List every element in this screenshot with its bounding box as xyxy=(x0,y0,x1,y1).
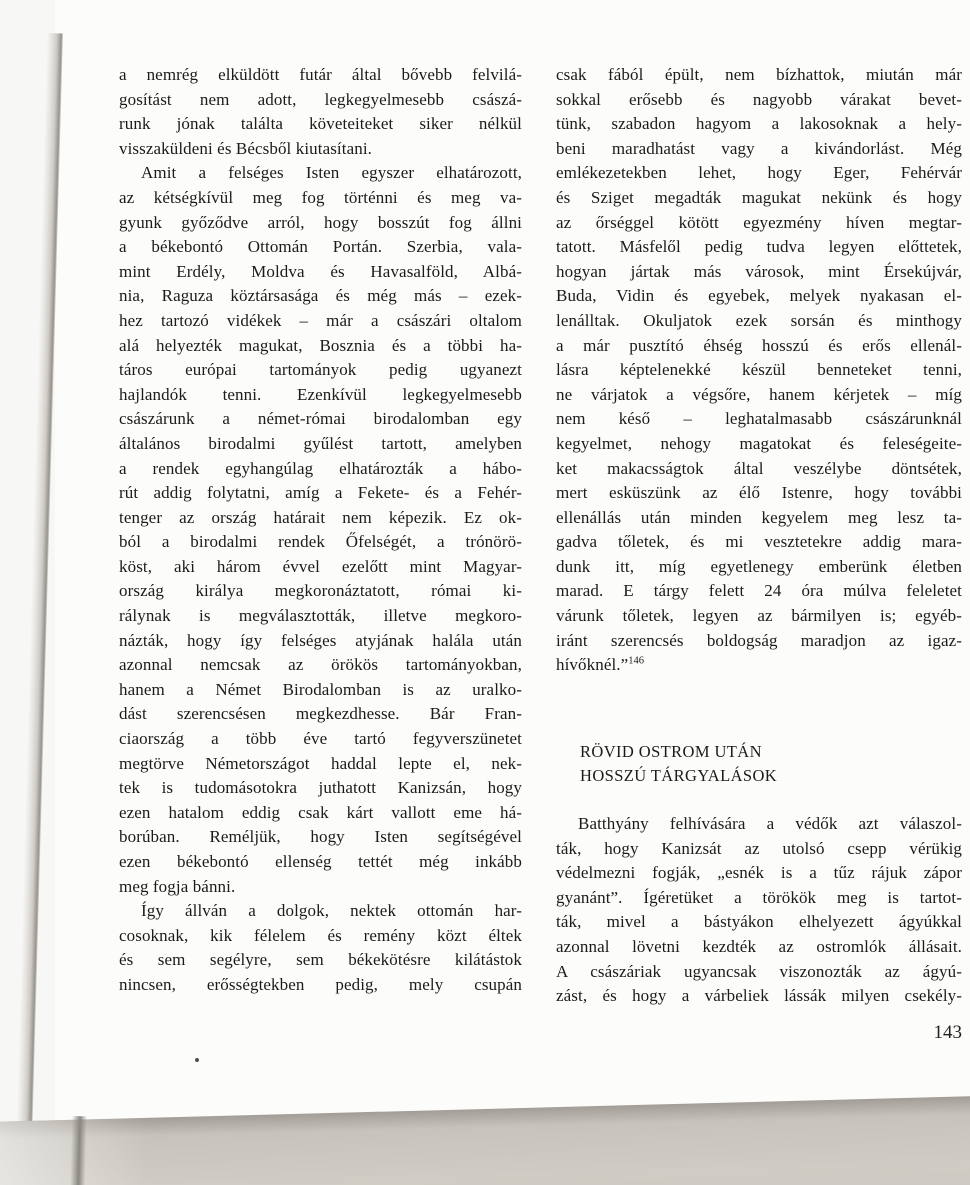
text-line: nem késő – leghatalmasabb császárunknál xyxy=(556,409,962,429)
text-column-right xyxy=(556,63,962,1009)
text-line: mert esküszünk az élő Istenre, hogy további xyxy=(556,483,962,503)
text-line: hanem a Német Birodalomban is az uralko- xyxy=(119,679,522,699)
text-line: HOSSZÚ TÁRGYALÁSOK xyxy=(580,766,778,786)
text-line: rút addig folytatni, amíg a Fekete- és a Fehér- xyxy=(119,483,522,503)
text-line: tatott. Másfelől pedig tudva legyen előttetek, xyxy=(556,237,962,257)
text-line: nincsen, erősségtekben pedig, mely csupán xyxy=(119,974,522,994)
text-line: Batthyány felhívására a védők azt válaszol- xyxy=(578,814,962,834)
paragraph xyxy=(556,63,962,678)
page-edge-shadow-segment xyxy=(70,1116,87,1185)
text-line: gyanánt”. Ígéretüket a törökök meg is tartot- xyxy=(556,887,962,907)
text-line: visszaküldeni és Bécsből kiutasítani. xyxy=(119,138,372,158)
text-line: az őrséggel kötött egyezmény híven megtar- xyxy=(556,212,962,232)
text-line: Buda, Vidin és egyebek, melyek nyakasan el- xyxy=(556,286,962,306)
text-line: hez tartozó vidékek – már a császári oltalom xyxy=(119,310,522,330)
text-line: azonnal lövetni kezdték az ostromlók állásait. xyxy=(556,937,962,956)
text-line: a rendek egyhangúlag elhatározták a hábo- xyxy=(119,458,522,478)
text-line: az kétségkívül meg fog történni és meg va- xyxy=(119,187,522,207)
text-line: kegyelmet, nehogy magatokat és feleségeite- xyxy=(556,433,962,453)
text-line: iránt szerencsés boldogság maradjon az igaz- xyxy=(556,630,962,650)
text-line: lenálltak. Okuljatok ezek sorsán és minthogy xyxy=(556,310,962,330)
section-heading xyxy=(556,740,962,789)
text-line: runk jónak találta követeiteket siker nélkül xyxy=(119,114,522,134)
text-line: ták, mivel a bástyákon elhelyezett ágyúkkal xyxy=(556,912,962,932)
text-line: RÖVID OSTROM UTÁN xyxy=(580,741,762,761)
text-line: a nemrég elküldött futár által bővebb felvilá- xyxy=(119,65,522,84)
text-line: dást szerencsésen megkezdhesse. Bár Fran- xyxy=(119,704,522,724)
paragraph xyxy=(119,63,522,161)
text-line: lásra képtelenekké készül benneteket tenni, xyxy=(556,360,962,380)
text-line: ciaország a több éve tartó fegyverszünetet xyxy=(119,729,522,749)
text-line: a már pusztító éhség hosszú és erős ellenál- xyxy=(556,335,962,355)
text-line: táros európai tartományok pedig ugyanezt xyxy=(119,360,522,380)
text-line: ezen békebontó ellenség tettét még inkább xyxy=(119,852,522,871)
text-line: zást, és hogy a várbeliek lássák milyen csekély- xyxy=(556,986,962,1006)
ink-speck xyxy=(195,1058,199,1062)
text-line: gosítást nem adott, legkegyelmesebb császá- xyxy=(119,89,522,109)
text-line: ne várjatok a végsőre, hanem kérjetek – míg xyxy=(556,384,962,404)
paragraph xyxy=(556,812,962,1009)
text-line: hajlandók tenni. Ezenkívül legkegyelmesebb xyxy=(119,384,522,404)
text-line: tek is tudomásotokra juthatott Kanizsán, hogy xyxy=(119,778,522,798)
text-line: gyunk győződve arról, hogy bosszút fog állni xyxy=(119,212,522,232)
text-line: megtörve Németországot haddal lepte el, nek- xyxy=(119,753,522,773)
page-bottom-shadow xyxy=(0,1096,970,1185)
text-line: várunk tőletek, legyen az bármilyen is; egyéb- xyxy=(556,606,962,626)
text-line: ezen hatalom eddig csak kárt vallott eme há- xyxy=(119,802,522,822)
text-line: és Sziget megadták magukat nekünk és hogy xyxy=(556,187,962,207)
paragraph xyxy=(119,161,522,899)
text-line: Amit a felséges Isten egyszer elhatározott, xyxy=(141,163,522,183)
text-column-left xyxy=(119,63,522,998)
text-line: és sem segélyre, sem békekötésre kilátástok xyxy=(119,950,522,970)
text-line: názták, hogy így felséges atyjának halála után xyxy=(119,630,522,650)
text-line: hogyan jártak más városok, mint Érsekújvár, xyxy=(556,261,962,281)
text-line: ellenállás után minden kegyelem meg lesz ta- xyxy=(556,507,962,527)
text-line: emlékezetekben lehet, hogy Eger, Fehérvár xyxy=(556,163,962,183)
page-number: 143 xyxy=(933,1022,962,1043)
text-line: Így állván a dolgok, nektek ottomán har- xyxy=(141,901,522,921)
text-line: ták, hogy Kanizsát az utolsó csepp vérükig xyxy=(556,838,962,858)
text-line: alá helyezték magukat, Bosznia és a többi ha- xyxy=(119,335,522,355)
text-line: tenger az ország határait nem képezik. Ez ok- xyxy=(119,507,522,527)
text-line: a békebontó Ottomán Portán. Szerbia, vala- xyxy=(119,237,522,257)
text-line: cosoknak, kik félelem és remény közt éltek xyxy=(119,925,522,945)
text-line: általános birodalmi gyűlést tartott, amelyben xyxy=(119,433,522,453)
text-line: mint Erdély, Moldva és Havasalföld, Albá- xyxy=(119,261,522,281)
text-line: gadva tőletek, és mi vesztetekre addig mara- xyxy=(556,532,962,552)
text-line: nia, Raguza köztársasága és még más – ezek- xyxy=(119,286,522,306)
text-line: köst, aki három évvel ezelőtt mint Magyar- xyxy=(119,556,522,576)
text-line: ország királya megkoronáztatott, római ki- xyxy=(119,581,522,601)
text-line: borúban. Reméljük, hogy Isten segítségével xyxy=(119,827,522,847)
text-line: dunk itt, míg egyetlenegy emberünk életben xyxy=(556,556,962,576)
text-line: csak fából épült, nem bízhattok, miután már xyxy=(556,65,962,84)
text-line: marad. E tárgy felett 24 óra múlva feleletet xyxy=(556,581,962,601)
text-line: hívőknél.”$^{146}$ xyxy=(556,655,645,675)
text-line: beni maradhatást vagy a kivándorlást. Még xyxy=(556,138,962,158)
text-line: védelmezni fogják, „esnék is a tűz rájuk zápor xyxy=(556,863,962,883)
text-line: ket makacsságtok által veszélybe döntsétek, xyxy=(556,458,962,478)
text-line: sokkal erősebb és nagyobb várakat bevet- xyxy=(556,89,962,109)
footnote-reference: 146 xyxy=(628,655,645,667)
text-line: császárunk a német-római birodalomban egy xyxy=(119,409,522,429)
text-line: rálynak is megválasztották, illetve megkoro- xyxy=(119,606,522,626)
text-line: azonnal nemcsak az örökös tartományokban, xyxy=(119,655,522,675)
text-line: ból a birodalmi rendek Őfelségét, a trónörö- xyxy=(119,532,522,552)
text-line: A császáriak ugyancsak viszonozták az ágyú- xyxy=(556,961,962,981)
text-line: tünk, szabadon hagyom a lakosoknak a hely- xyxy=(556,114,962,134)
text-line: meg fogja bánni. xyxy=(119,876,236,896)
paragraph xyxy=(119,899,522,997)
